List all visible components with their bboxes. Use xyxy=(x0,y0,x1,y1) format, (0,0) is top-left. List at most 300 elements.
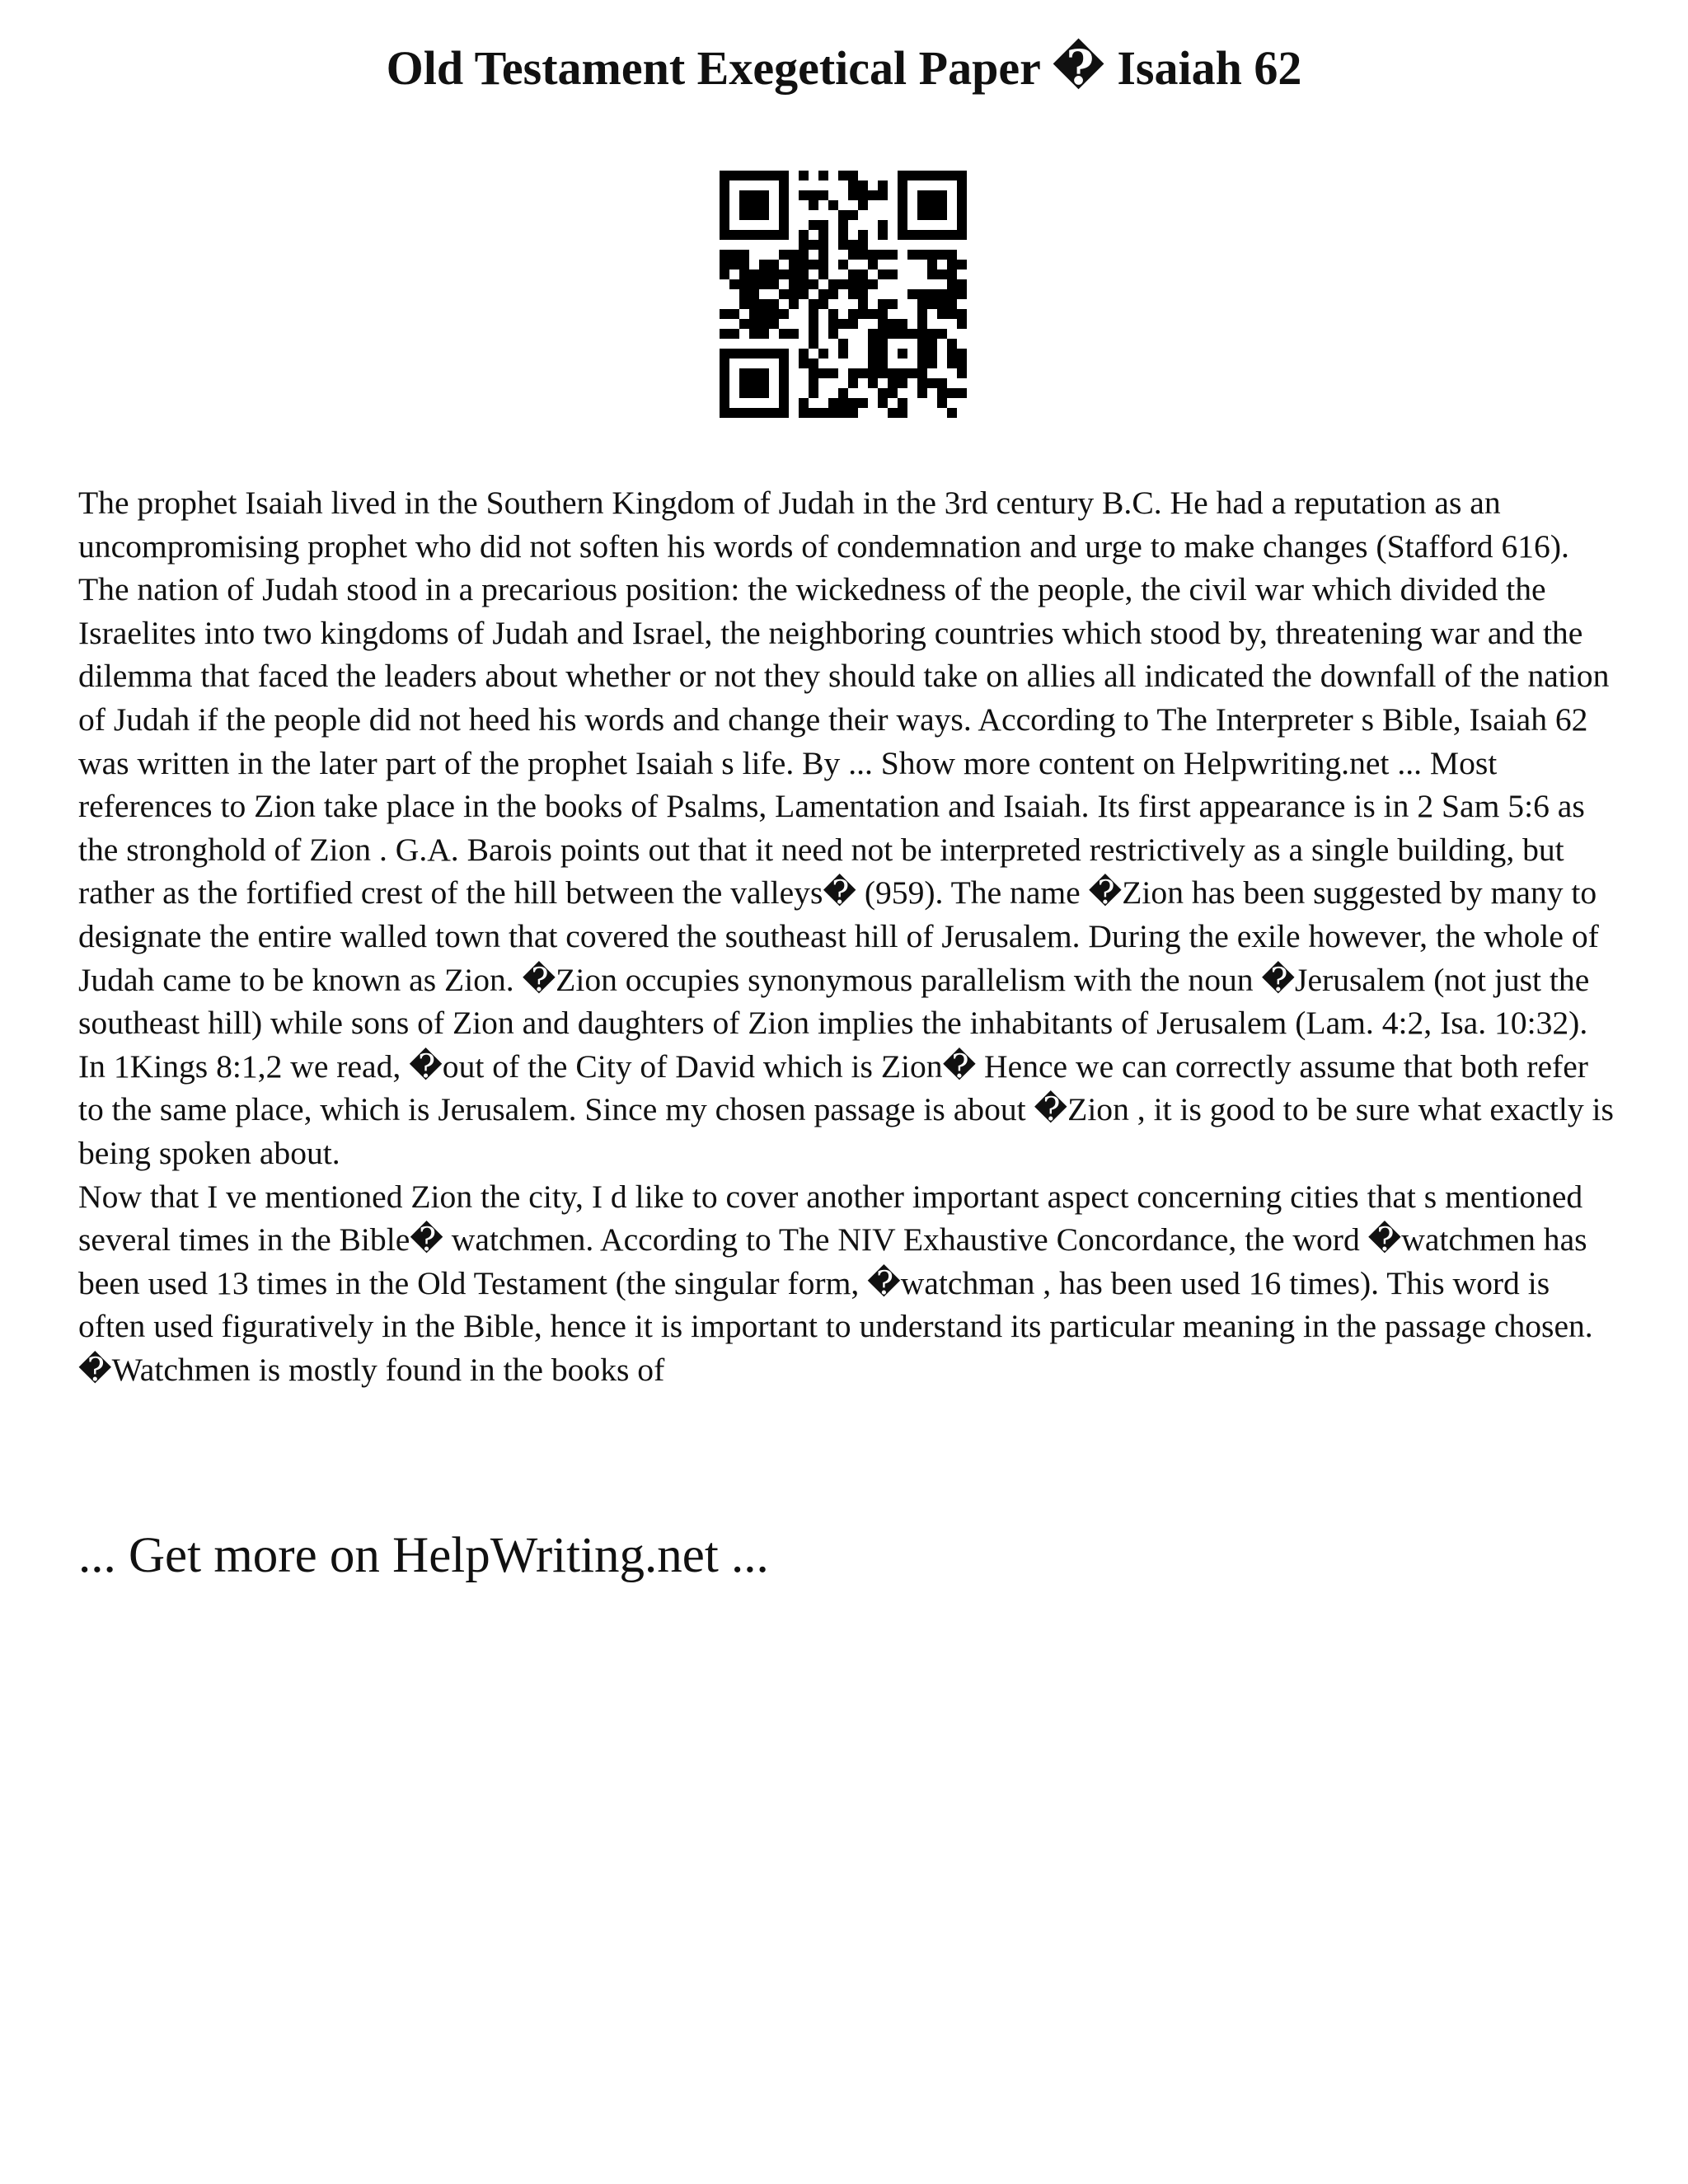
qr-module xyxy=(789,260,799,269)
qr-module xyxy=(809,309,818,319)
qr-module xyxy=(878,230,888,240)
qr-module xyxy=(799,279,809,289)
qr-module xyxy=(759,230,769,240)
qr-module xyxy=(888,388,898,398)
qr-module xyxy=(868,260,878,269)
qr-module xyxy=(720,368,729,378)
qr-module xyxy=(848,180,858,190)
qr-module xyxy=(818,171,828,180)
qr-module xyxy=(809,260,818,269)
qr-module xyxy=(848,269,858,279)
qr-module xyxy=(749,408,759,418)
qr-module xyxy=(868,329,878,339)
qr-module xyxy=(729,279,739,289)
qr-module xyxy=(818,289,828,299)
qr-module xyxy=(868,309,878,319)
qr-module xyxy=(779,329,789,339)
qr-module xyxy=(729,309,739,319)
qr-module xyxy=(799,190,809,200)
qr-module xyxy=(927,200,937,210)
qr-module xyxy=(898,200,907,210)
qr-module xyxy=(779,309,789,319)
qr-module xyxy=(769,260,779,269)
qr-module xyxy=(809,329,818,339)
qr-module xyxy=(809,200,818,210)
qr-module xyxy=(789,279,799,289)
qr-module xyxy=(848,250,858,260)
qr-module xyxy=(739,200,749,210)
qr-module xyxy=(838,388,848,398)
qr-module xyxy=(947,279,957,289)
qr-module xyxy=(739,269,749,279)
qr-module xyxy=(888,378,898,388)
qr-module xyxy=(927,329,937,339)
qr-module xyxy=(739,210,749,220)
qr-module xyxy=(927,349,937,359)
qr-module xyxy=(927,299,937,309)
qr-module xyxy=(720,200,729,210)
qr-module xyxy=(779,349,789,359)
qr-module xyxy=(779,378,789,388)
qr-module xyxy=(937,171,947,180)
qr-module xyxy=(789,299,799,309)
qr-module xyxy=(848,240,858,250)
qr-module xyxy=(927,250,937,260)
qr-module xyxy=(779,359,789,368)
qr-module xyxy=(858,279,868,289)
qr-module xyxy=(927,190,937,200)
qr-module xyxy=(720,180,729,190)
qr-module xyxy=(898,368,907,378)
qr-module xyxy=(720,349,729,359)
qr-module xyxy=(898,329,907,339)
qr-module xyxy=(779,250,789,260)
qr-module xyxy=(858,190,868,200)
qr-module xyxy=(739,190,749,200)
qr-module xyxy=(838,339,848,349)
qr-module xyxy=(779,220,789,230)
qr-module xyxy=(809,299,818,309)
qr-module xyxy=(917,378,927,388)
qr-module xyxy=(937,200,947,210)
qr-module xyxy=(720,309,729,319)
qr-module xyxy=(957,388,967,398)
qr-module xyxy=(809,408,818,418)
qr-module xyxy=(759,171,769,180)
qr-module xyxy=(739,299,749,309)
qr-module xyxy=(957,260,967,269)
qr-module xyxy=(749,349,759,359)
qr-module xyxy=(749,190,759,200)
qr-module xyxy=(739,378,749,388)
qr-module xyxy=(848,190,858,200)
qr-module xyxy=(917,388,927,398)
qr-module xyxy=(868,378,878,388)
qr-module xyxy=(907,368,917,378)
qr-module xyxy=(749,171,759,180)
qr-module xyxy=(749,200,759,210)
qr-module xyxy=(739,408,749,418)
qr-module xyxy=(947,250,957,260)
qr-module xyxy=(759,319,769,329)
qr-module xyxy=(739,279,749,289)
qr-module xyxy=(818,240,828,250)
qr-module xyxy=(917,368,927,378)
qr-module xyxy=(888,269,898,279)
qr-module xyxy=(799,359,809,368)
qr-module xyxy=(927,378,937,388)
paragraph-2: Now that I ve mentioned Zion the city, I d like to cover another important aspect concerning cities that s mentioned several times in the Bible� watchmen. According to The NIV Exhaustive Concordance, the word �watchmen has been used 13 times in the Old Testament (the singular form, �watchman , has been used 16 times). This word is often used figuratively in the Bible, hence it is important to understand its particular meaning in the passage chosen. �Watchmen is mostly found in the books of xyxy=(78,1178,1593,1388)
qr-module xyxy=(927,210,937,220)
qr-module xyxy=(749,230,759,240)
qr-module xyxy=(898,190,907,200)
qr-module xyxy=(799,250,809,260)
qr-module xyxy=(818,299,828,309)
qr-module xyxy=(799,230,809,240)
qr-module xyxy=(799,260,809,269)
qr-module xyxy=(759,200,769,210)
qr-module xyxy=(868,190,878,200)
qr-module xyxy=(898,398,907,408)
qr-module xyxy=(828,368,838,378)
qr-module xyxy=(729,260,739,269)
qr-module xyxy=(759,408,769,418)
qr-module xyxy=(838,230,848,240)
qr-module xyxy=(799,269,809,279)
qr-module xyxy=(749,368,759,378)
qr-module xyxy=(769,269,779,279)
qr-module xyxy=(789,250,799,260)
qr-module xyxy=(779,230,789,240)
paragraph-1: The prophet Isaiah lived in the Southern Kingdom of Judah in the 3rd century B.C. He had a reputation as an uncompromising prophet who did not soften his words of condemnation and urge to make changes (Stafford 616). The nation of Judah stood in a precarious position: the wickedness of the people, the civil war which divided the Israelites into two kingdoms of Judah and Israel, the neighboring countries which stood by, threatening war and the dilemma that faced the leaders about whether or not they should take on allies all indicated the downfall of the nation of Judah if the people did not heed his words and change their ways. According to The Interpreter s Bible, Isaiah 62 was written in the later part of the prophet Isaiah s life. By ... Show more content on Helpwriting.net ... Most references to Zion take place in the books of Psalms, Lamentation and Isaiah. Its first appearance is in 2 Sam 5:6 as the stronghold of Zion . G.A. Barois points out that it need not be interpreted restrictively as a single building, but rather as the fortified crest of the hill between the valleys� (959). The name �Zion has been suggested by many to designate the entire walled town that covered the southeast hill of Jerusalem. During the exile however, the whole of Judah came to be known as Zion. �Zion occupies synonymous parallelism with the noun �Jerusalem (not just the southeast hill) while sons of Zion and daughters of Zion implies the inhabitants of Jerusalem (Lam. 4:2, Isa. 10:32). In 1Kings 8:1,2 we read, �out of the City of David which is Zion� Hence we can correctly assume that both refer to the same place, which is Jerusalem. Since my chosen passage is about �Zion , it is good to be sure what exactly is being spoken about. xyxy=(78,485,1614,1171)
qr-module xyxy=(858,289,868,299)
qr-module xyxy=(878,319,888,329)
qr-module xyxy=(838,408,848,418)
qr-module xyxy=(818,190,828,200)
qr-module xyxy=(927,339,937,349)
qr-module xyxy=(957,289,967,299)
qr-module xyxy=(739,250,749,260)
qr-module xyxy=(749,329,759,339)
qr-module xyxy=(878,250,888,260)
qr-module xyxy=(838,171,848,180)
qr-module xyxy=(878,368,888,378)
qr-module xyxy=(947,269,957,279)
qr-module xyxy=(779,368,789,378)
qr-module xyxy=(720,250,729,260)
qr-module xyxy=(917,171,927,180)
get-more-link[interactable]: ... Get more on HelpWriting.net ... xyxy=(78,1528,769,1583)
qr-module xyxy=(720,359,729,368)
qr-module xyxy=(907,329,917,339)
qr-module xyxy=(818,260,828,269)
qr-module xyxy=(809,319,818,329)
qr-module xyxy=(957,210,967,220)
qr-module xyxy=(759,309,769,319)
qr-module xyxy=(937,289,947,299)
qr-module xyxy=(878,349,888,359)
qr-module xyxy=(917,210,927,220)
qr-module xyxy=(878,190,888,200)
qr-module xyxy=(888,299,898,309)
qr-module xyxy=(907,230,917,240)
qr-module xyxy=(848,279,858,289)
qr-module xyxy=(739,368,749,378)
qr-module xyxy=(779,210,789,220)
qr-module xyxy=(927,269,937,279)
qr-module xyxy=(769,319,779,329)
qr-module xyxy=(917,289,927,299)
qr-module xyxy=(898,210,907,220)
qr-module xyxy=(809,368,818,378)
qr-module xyxy=(917,319,927,329)
qr-module xyxy=(799,398,809,408)
qr-module xyxy=(749,378,759,388)
qr-module xyxy=(947,408,957,418)
qr-module xyxy=(809,240,818,250)
qr-module xyxy=(739,349,749,359)
qr-module xyxy=(917,359,927,368)
qr-module xyxy=(848,319,858,329)
qr-module xyxy=(878,180,888,190)
qr-module xyxy=(809,359,818,368)
qr-module xyxy=(779,289,789,299)
qr-module xyxy=(749,319,759,329)
qr-module xyxy=(947,339,957,349)
qr-module xyxy=(937,269,947,279)
qr-module xyxy=(917,329,927,339)
qr-module xyxy=(898,230,907,240)
qr-module xyxy=(828,200,838,210)
qr-module xyxy=(898,408,907,418)
qr-module xyxy=(957,359,967,368)
qr-module xyxy=(759,279,769,289)
qr-module xyxy=(759,378,769,388)
article-body xyxy=(78,481,1620,1391)
qr-module xyxy=(917,349,927,359)
qr-module xyxy=(947,309,957,319)
qr-module xyxy=(868,339,878,349)
qr-module xyxy=(868,359,878,368)
qr-module xyxy=(799,171,809,180)
qr-module xyxy=(779,190,789,200)
qr-module xyxy=(759,299,769,309)
qr-module xyxy=(917,190,927,200)
qr-module xyxy=(739,230,749,240)
qr-module xyxy=(720,269,729,279)
qr-module xyxy=(868,279,878,289)
qr-module xyxy=(858,309,868,319)
qr-module xyxy=(720,378,729,388)
qr-module xyxy=(779,180,789,190)
qr-module xyxy=(789,329,799,339)
qr-module xyxy=(759,329,769,339)
qr-module xyxy=(720,220,729,230)
qr-module xyxy=(858,299,868,309)
qr-module xyxy=(878,220,888,230)
qr-module xyxy=(898,349,907,359)
qr-module xyxy=(917,299,927,309)
qr-module xyxy=(769,279,779,289)
qr-module xyxy=(739,260,749,269)
qr-module xyxy=(749,269,759,279)
qr-module xyxy=(888,319,898,329)
qr-module xyxy=(868,349,878,359)
qr-module xyxy=(828,279,838,289)
qr-module xyxy=(888,329,898,339)
qr-module xyxy=(779,408,789,418)
qr-module xyxy=(957,230,967,240)
qr-module xyxy=(769,171,779,180)
qr-module xyxy=(838,210,848,220)
qr-module xyxy=(917,200,927,210)
qr-module xyxy=(769,408,779,418)
qr-module xyxy=(957,319,967,329)
qr-module xyxy=(759,260,769,269)
qr-module xyxy=(888,408,898,418)
qr-module xyxy=(749,309,759,319)
qr-module xyxy=(868,368,878,378)
qr-module xyxy=(720,260,729,269)
qr-module xyxy=(799,289,809,299)
qr-module xyxy=(749,210,759,220)
qr-module xyxy=(947,388,957,398)
qr-module xyxy=(779,171,789,180)
qr-module xyxy=(878,398,888,408)
qr-module xyxy=(729,408,739,418)
qr-module xyxy=(789,269,799,279)
qr-module xyxy=(878,269,888,279)
qr-module xyxy=(917,250,927,260)
qr-module xyxy=(769,309,779,319)
qr-module xyxy=(779,200,789,210)
qr-module xyxy=(957,190,967,200)
qr-module xyxy=(799,240,809,250)
qr-module xyxy=(927,289,937,299)
qr-module xyxy=(927,359,937,368)
qr-module xyxy=(868,250,878,260)
qr-module xyxy=(907,250,917,260)
qr-module xyxy=(947,349,957,359)
qr-module xyxy=(838,240,848,250)
qr-module xyxy=(858,398,868,408)
qr-module xyxy=(848,378,858,388)
qr-module xyxy=(848,309,858,319)
qr-module xyxy=(858,250,868,260)
qr-module xyxy=(809,339,818,349)
qr-module xyxy=(759,190,769,200)
qr-module xyxy=(937,398,947,408)
qr-module xyxy=(720,388,729,398)
qr-module xyxy=(809,378,818,388)
qr-module xyxy=(828,309,838,319)
qr-module xyxy=(957,309,967,319)
qr-module xyxy=(818,220,828,230)
qr-module xyxy=(818,250,828,260)
qr-module xyxy=(858,180,868,190)
qr-module xyxy=(878,329,888,339)
qr-module xyxy=(957,171,967,180)
qr-module xyxy=(848,289,858,299)
qr-module xyxy=(937,190,947,200)
qr-module xyxy=(828,289,838,299)
qr-module xyxy=(720,408,729,418)
qr-module xyxy=(937,210,947,220)
qr-module xyxy=(789,289,799,299)
qr-module xyxy=(888,250,898,260)
qr-module xyxy=(957,279,967,289)
qr-module xyxy=(927,171,937,180)
qr-module xyxy=(937,378,947,388)
qr-module xyxy=(759,269,769,279)
qr-module xyxy=(799,349,809,359)
qr-module xyxy=(898,171,907,180)
qr-module xyxy=(739,319,749,329)
qr-module xyxy=(878,299,888,309)
qr-module xyxy=(878,339,888,349)
qr-module xyxy=(937,388,947,398)
qr-module xyxy=(917,309,927,319)
qr-module xyxy=(878,309,888,319)
qr-module xyxy=(838,349,848,359)
qr-module xyxy=(818,349,828,359)
qr-module xyxy=(818,269,828,279)
qr-module xyxy=(769,349,779,359)
qr-module xyxy=(898,220,907,230)
qr-module xyxy=(739,171,749,180)
qr-module xyxy=(720,398,729,408)
qr-module xyxy=(759,388,769,398)
qr-module xyxy=(937,309,947,319)
qr-module xyxy=(838,279,848,289)
qr-module xyxy=(947,171,957,180)
qr-module xyxy=(937,329,947,339)
qr-module xyxy=(957,368,967,378)
qr-module xyxy=(749,289,759,299)
qr-module xyxy=(799,408,809,418)
qr-module xyxy=(828,398,838,408)
qr-module xyxy=(838,319,848,329)
qr-module xyxy=(720,171,729,180)
qr-module xyxy=(848,368,858,378)
qr-module xyxy=(749,299,759,309)
qr-module xyxy=(957,349,967,359)
qr-module xyxy=(809,388,818,398)
qr-module xyxy=(947,289,957,299)
qr-module xyxy=(947,260,957,269)
qr-module xyxy=(898,180,907,190)
qr-module xyxy=(898,378,907,388)
qr-module xyxy=(779,269,789,279)
qr-module xyxy=(729,171,739,180)
qr-module xyxy=(898,319,907,329)
qr-module xyxy=(878,359,888,368)
qr-module xyxy=(828,329,838,339)
qr-module xyxy=(720,190,729,200)
qr-module xyxy=(818,230,828,240)
qr-module xyxy=(818,408,828,418)
qr-module xyxy=(828,319,838,329)
qr-module xyxy=(818,368,828,378)
qr-module xyxy=(947,299,957,309)
qr-module xyxy=(779,398,789,408)
qr-module xyxy=(749,279,759,289)
qr-module xyxy=(749,388,759,398)
qr-module xyxy=(848,408,858,418)
qr-module xyxy=(828,408,838,418)
qr-module xyxy=(927,260,937,269)
qr-module xyxy=(729,230,739,240)
